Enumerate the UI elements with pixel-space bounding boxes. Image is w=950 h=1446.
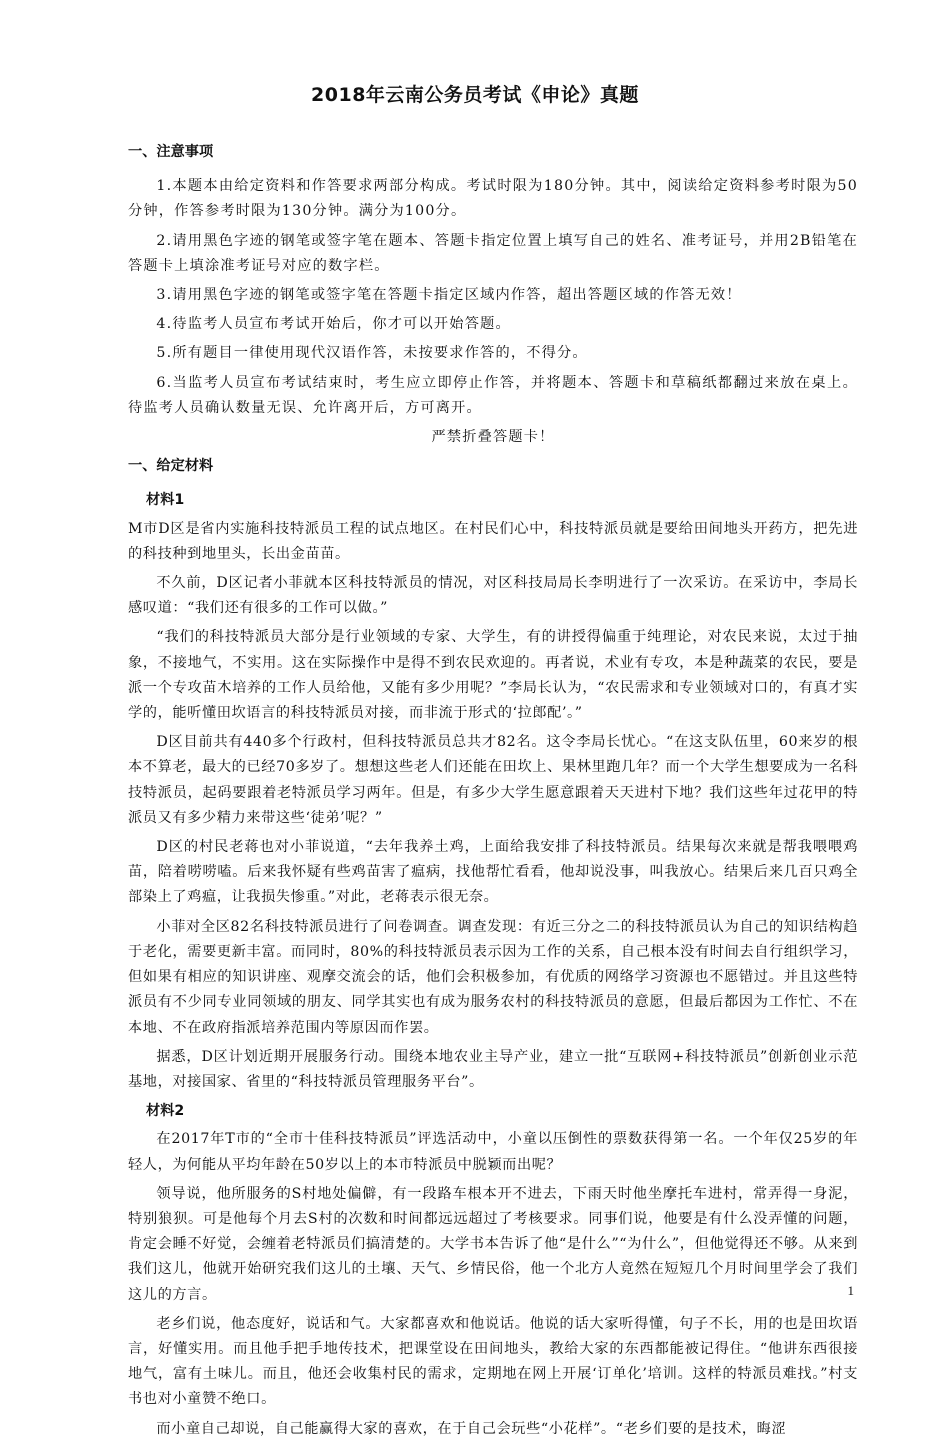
notice-item: 4.待监考人员宣布考试开始后，你才可以开始答题。	[156, 316, 511, 333]
material-paragraph: 小菲对全区82名科技特派员进行了问卷调查。调查发现：有近三分之二的科技特派员认为自己的知识结构趋于老化，需要更新丰富。而同时，80%的科技特派员表示因为工作的关系，自己根本没有时间去自行组织学习，但如果有相应的知识讲座、观摩交流会的话，他们会积极参加，有优质的网络学习资源也不愿错过。并且这些特派员有不少同专业同领域的朋友、同学其实也有成为服务农村的科技特派员的意愿，但最后都因为工作忙、不在本地、不在政府指派培养范围内等原因而作罢。	[128, 918, 858, 1036]
material-paragraph: M市D区是省内实施科技特派员工程的试点地区。在村民们心中，科技特派员就是要给田间地头开药方，把先进的科技种到地里头，长出金苗苗。	[128, 520, 858, 562]
section-heading-notice: 一、注意事项	[128, 144, 214, 160]
material-2-label: 材料2	[146, 1103, 185, 1120]
page-number: 1	[847, 1283, 854, 1298]
document-body	[128, 140, 858, 1446]
warning-text: 严禁折叠答题卡！	[431, 429, 555, 446]
material-paragraph: 不久前，D区记者小菲就本区科技特派员的情况，对区科技局局长李明进行了一次采访。在采访中，李局长感叹道：“我们还有很多的工作可以做。”	[128, 575, 858, 617]
material-paragraph: 老乡们说，他态度好，说话和气。大家都喜欢和他说话。他说的话大家听得懂，句子不长，用的也是田坎语言，好懂实用。而且他手把手地传技术，把课堂设在田间地头，教给大家的东西都能被记得住。“他讲东西很接地气，富有土味儿。而且，他还会收集村民的需求，定期地在网上开展‘订单化’培训。这样的特派员难找。”村支书也对小童赞不绝口。	[128, 1315, 858, 1408]
material-paragraph: 据悉，D区计划近期开展服务行动。围绕本地农业主导产业，建立一批“互联网+科技特派员”创新创业示范基地，对接国家、省里的“科技特派员管理服务平台”。	[128, 1048, 858, 1090]
material-paragraph: 在2017年T市的“全市十佳科技特派员”评选活动中，小童以压倒性的票数获得第一名。一个年仅25岁的年轻人，为何能从平均年龄在50岁以上的本市特派员中脱颖而出呢？	[128, 1131, 858, 1173]
notice-item: 5.所有题目一律使用现代汉语作答，未按要求作答的，不得分。	[156, 345, 588, 362]
material-paragraph: D区的村民老蒋也对小菲说道，“去年我养土鸡，上面给我安排了科技特派员。结果每次来就是帮我喂喂鸡苗，陪着唠唠嗑。后来我怀疑有些鸡苗害了瘟病，找他帮忙看看，他却说没事，叫我放心。结果后来几百只鸡全部染上了鸡瘟，让我损失惨重。”对此，老蒋表示很无奈。	[128, 839, 858, 906]
material-paragraph: “我们的科技特派员大部分是行业领域的专家、大学生，有的讲授得偏重于纯理论，对农民来说，太过于抽象，不接地气，不实用。这在实际操作中是得不到农民欢迎的。再者说，术业有专攻，本是种蔬菜的农民，要是派一个专攻苗木培养的工作人员给他，又能有多少用呢？”李局长认为，“农民需求和专业领域对口的，有真才实学的，能听懂田坎语言的科技特派员对接，而非流于形式的‘拉郎配’。”	[128, 629, 858, 722]
material-paragraph: 而小童自己却说，自己能赢得大家的喜欢，在于自己会玩些“小花样”。“老乡们要的是技术，晦涩	[156, 1420, 787, 1437]
section-heading-materials: 一、给定材料	[128, 458, 214, 475]
material-paragraph: 领导说，他所服务的S村地处偏僻，有一段路车根本开不进去，下雨天时他坐摩托车进村，常弄得一身泥，特别狼狈。可是他每个月去S村的次数和时间都远远超过了考核要求。同事们说，他要是有什么没弄懂的问题，肯定会睡不好觉，会缠着老特派员们搞清楚的。大学书本告诉了他“是什么”“为什么”，但他觉得还不够。从来到我们这儿，他就开始研究我们这儿的土壤、天气、乡情民俗，他一个北方人竟然在短短几个月时间里学会了我们这儿的方言。	[128, 1185, 858, 1303]
notice-item: 1.本题本由给定资料和作答要求两部分构成。考试时限为180分钟。其中，阅读给定资料参考时限为50分钟，作答参考时限为130分钟。满分为100分。	[128, 178, 858, 220]
material-1-label: 材料1	[146, 492, 185, 509]
notice-item: 3.请用黑色字迹的钢笔或签字笔在答题卡指定区域内作答，超出答题区域的作答无效！	[156, 287, 742, 304]
notice-item: 6.当监考人员宣布考试结束时，考生应立即停止作答，并将题本、答题卡和草稿纸都翻过来放在桌上。待监考人员确认数量无误、允许离开后，方可离开。	[128, 374, 858, 416]
material-paragraph: D区目前共有440多个行政村，但科技特派员总共才82名。这令李局长忧心。“在这支队伍里，60来岁的根本不算老，最大的已经70多岁了。想想这些老人们还能在田坎上、果林里跑几年？而一个大学生想要成为一名科技特派员，起码要跟着老特派员学习两年。但是，有多少大学生愿意跟着天天进村下地？我们这些年过花甲的特派员又有多少精力来带这些‘徒弟’呢？”	[128, 734, 858, 826]
document-title: 2018年云南公务员考试《申论》真题	[311, 84, 639, 106]
notice-item: 2.请用黑色字迹的钢笔或签字笔在题本、答题卡指定位置上填写自己的姓名、准考证号，并用2B铅笔在答题卡上填涂准考证号对应的数字栏。	[128, 232, 858, 274]
